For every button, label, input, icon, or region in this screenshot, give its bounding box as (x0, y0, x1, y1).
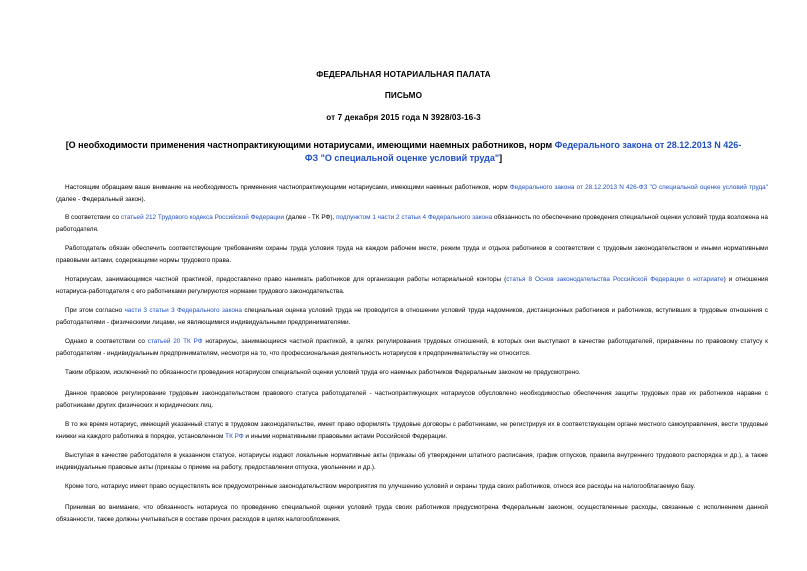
paragraph-text: ) и отношения нотариуса-работодателя с его работниками регулируются нормами трудового законодательства. (56, 276, 769, 295)
paragraph-text: Принимая во внимание, что обязанность нотариуса по проведению специальной оценки условий труда своих работников предусмотрена Федеральным законом, осуществленные расходы, связанные с исполнением данной обязанности, также должны учитываться в составе прочих расходов в целях налогообложения. (56, 504, 768, 523)
paragraph-9 (56, 419, 768, 442)
title-suffix: ] (499, 153, 503, 163)
law-link[interactable]: статья 8 Основ законодательства Российской Федерации о нотариате (506, 276, 724, 283)
paragraph-8 (56, 388, 768, 411)
paragraph-text: Таким образом, исключений по обязанности проведения нотариусом специальной оценки условий труда его наемных работников Федеральным законом не предусмотрено. (65, 369, 581, 376)
paragraph-text: обязанность по обеспечению проведения специальной оценки условий труда возложена на работодателя. (56, 214, 768, 233)
title-prefix: [О необходимости применения частнопрактикующими нотариусами, имеющими наемных работников, норм (65, 140, 555, 150)
law-link[interactable]: статьей 212 Трудового кодекса Российской Федерации (120, 214, 285, 221)
paragraph-2 (56, 212, 768, 235)
paragraph-text: В то же время нотариус, имеющий указанный статус в трудовом законодательстве, имеет право оформлять трудовые договоры с работниками, не регистрируя их в соответствующем органе местного самоуправления, вести трудовые книжки на каждого работника в порядке, установленном (56, 421, 768, 440)
law-link[interactable]: ТК РФ (225, 432, 244, 440)
paragraph-7 (56, 367, 768, 379)
paragraph-text: Работодатель обязан обеспечить соответствующие требованиям охраны труда условия труда на каждом рабочем месте, режим труда и отдыха работников в соответствии с трудовым законодательством и иными нормативными правовыми актами, содержащими нормы трудового права. (56, 245, 768, 264)
paragraph-text: Однако в соответствии со (65, 338, 148, 345)
law-link[interactable]: статьей 20 ТК РФ (147, 338, 203, 345)
paragraph-5 (56, 305, 768, 328)
paragraph-1 (56, 182, 768, 205)
paragraph-text: специальная оценка условий труда не проводится в отношении условий труда надомников, дистанционных работников и работников, вступивших в трудовые отношения с работодателями - физическими лицами, не являющимися индивидуальными предпринимателями. (56, 307, 768, 326)
paragraph-12 (56, 502, 768, 525)
document-type: ПИСЬМО (384, 91, 423, 100)
law-link[interactable]: подпунктом 1 части 2 статьи 4 Федерального закона (336, 214, 493, 221)
paragraph-text: Данное правовое регулирование трудовым законодательством правового статуса работодателей - частнопрактикующих нотариусов обусловлено необходимостью обеспечения защиты трудовых прав их работников наравне с работниками других физических и юридических лиц. (56, 390, 768, 409)
paragraph-text: и иными нормативными правовыми актами Российской Федерации. (243, 432, 448, 440)
org-name: ФЕДЕРАЛЬНАЯ НОТАРИАЛЬНАЯ ПАЛАТА (316, 70, 491, 79)
paragraph-text: Выступая в качестве работодателя в указанном статусе, нотариусы издают локальные нормативные акты (приказы об утверждении штатного расписания, график отпусков, правила внутреннего трудового распорядка и др.), а также индивидуальные правовые акты (приказы о приеме на работу, предоставлении отпуска, увольнении и др.). (56, 452, 768, 471)
document-title (60, 139, 747, 165)
paragraph-6 (56, 336, 768, 359)
title-law-link[interactable]: Федерального закона от 28.12.2013 N 426-ФЗ "О специальной оценке условий труда" (304, 140, 742, 163)
paragraph-text: (далее - Федеральный закон). (56, 195, 146, 203)
paragraph-3 (56, 243, 768, 266)
law-link[interactable]: Федерального закона от 28.12.2013 N 426-ФЗ "О специальной оценке условий труда" (509, 184, 768, 191)
paragraph-11 (56, 481, 768, 493)
paragraph-text: нотариусы, занимающиеся частной практикой, в целях регулирования трудовых отношений, в которых они выступают в качестве работодателей, приравнены по правовому статусу к работодателям - индивидуальным предпринимателям, несмотря на то, что профессиональная деятельность нотариусов к предпринимательству не относится. (56, 338, 768, 357)
paragraph-text: Кроме того, нотариус имеет право осуществлять все предусмотренные законодательством мероприятия по улучшению условий и охраны труда своих работников, относя все расходы на налогооблагаемую базу. (65, 483, 695, 490)
paragraph-text: Нотариусам, занимающимся частной практикой, предоставлено право нанимать работников для организации работы нотариальной конторы ( (65, 276, 507, 283)
document-date-number: от 7 декабря 2015 года N 3928/03-16-3 (326, 113, 481, 122)
law-link[interactable]: части 3 статьи 3 Федерального закона (124, 307, 242, 314)
paragraph-4 (56, 274, 768, 297)
paragraph-text: (далее - ТК РФ), (284, 214, 337, 221)
paragraph-10 (56, 450, 768, 473)
paragraph-text: При этом согласно (65, 307, 125, 314)
paragraph-text: В соответствии со (65, 214, 121, 221)
paragraph-text: Настоящим обращаем ваше внимание на необходимость применения частнопрактикующими нотариусами, имеющими наемных работников, норм (65, 184, 510, 191)
